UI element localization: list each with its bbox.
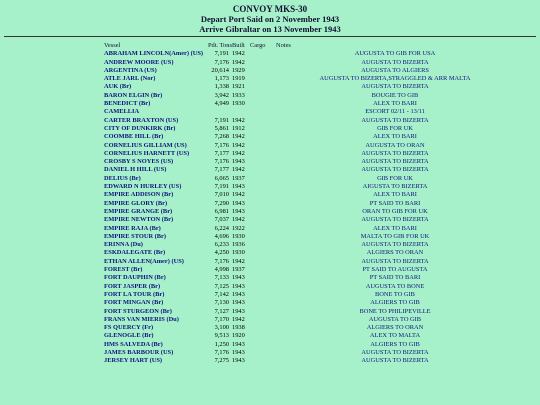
year-built: 1930 [232,232,245,240]
table-row [104,291,540,299]
voyage-notes: ORAN TO GIB FOR UK [362,207,428,215]
page-title: CONVOY MKS-30 [232,4,308,14]
year-built: 1943 [232,158,245,166]
tonnage: 20,614 [211,66,229,74]
voyage-notes: AUGUSTA TO BIZERTA [361,58,429,66]
table-row [104,166,540,174]
table-row [104,150,540,158]
table-row [104,83,540,91]
table-row [104,59,540,67]
vessel-name[interactable]: COOMBE HILL (Br) [104,133,164,141]
table-row [104,133,540,141]
tonnage: 7,133 [214,274,229,282]
year-built: 1937 [232,266,245,274]
vessel-name[interactable]: FORT STURGEON (Br) [104,307,172,315]
tonnage: 7,268 [214,133,229,141]
vessel-name[interactable]: FORT DAUPHIN (Br) [104,274,166,282]
table-row [104,357,540,365]
vessel-name[interactable]: JAMES BARBOUR (US) [104,348,174,356]
voyage-notes: AUGUSTA TO BIZERTA [361,216,429,224]
table-row [104,175,540,183]
vessel-name[interactable]: AUK (Br) [104,83,132,91]
voyage-notes: AUGUSTA TO BIZERTA [361,241,429,249]
tonnage: 7,010 [214,191,229,199]
voyage-notes: ALGIERS TO ORAN [366,324,424,332]
table-row [104,274,540,282]
table-row [104,158,540,166]
voyage-notes: AIGUSTA TO BIZERTA [362,183,428,191]
year-built: 1943 [232,207,245,215]
voyage-notes: PT SAID TO BARI [369,274,421,282]
table-row [104,117,540,125]
tonnage: 7,142 [214,290,229,298]
tonnage: 7,290 [214,199,229,207]
tonnage: 7,275 [214,357,229,365]
year-built: 1922 [232,224,245,232]
year-built: 1942 [232,315,245,323]
vessel-name[interactable]: CITY OF DUNKIRK (Br) [104,124,176,132]
vessel-name[interactable]: HMS SALVEDA (Br) [104,340,163,348]
vessel-name[interactable]: ETHAN ALLEN(Amer) (US) [104,257,184,265]
table-row [104,183,540,191]
year-built: 1943 [232,282,245,290]
table-row [104,241,540,249]
vessel-name[interactable]: EMPIRE STOUR (Br) [104,232,167,240]
voyage-notes: BONE TO GIB [375,290,415,298]
voyage-notes: ALGIERS TO GIB [370,340,420,348]
voyage-notes: MALTA TO GIB FOR UK [360,232,430,240]
vessel-name[interactable]: ANDREW MOORE (US) [104,58,174,66]
table-row [104,349,540,357]
vessel-name[interactable]: FS QUERCY (Fr) [104,324,154,332]
ship-table [104,42,540,366]
year-built: 1942 [232,58,245,66]
table-row [104,249,540,257]
year-built: 1943 [232,348,245,356]
voyage-notes: ALEX TO BARI [373,100,417,108]
tonnage: 1,338 [214,83,229,91]
table-row [104,50,540,58]
table-row [104,67,540,75]
convoy-header [0,0,540,34]
year-built: 1919 [232,75,245,83]
voyage-notes: GIB FOR UK [377,124,413,132]
year-built: 1930 [232,100,245,108]
year-built: 1943 [232,357,245,365]
voyage-notes: AUGUSTA TO ORAN [365,141,425,149]
tonnage: 7,127 [214,307,229,315]
tonnage: 7,176 [214,58,229,66]
voyage-notes: ALGIERS TO ORAN [366,249,424,257]
tonnage: 1,173 [214,75,229,83]
year-built: 1912 [232,124,245,132]
voyage-notes: ALEX TO MALTA [369,332,421,340]
table-row [104,125,540,133]
arrive-line: Arrive Gibraltar on 13 November 1943 [199,24,341,34]
voyage-notes: AUGUSTA TO BIZERTA [361,257,429,265]
table-row [104,142,540,150]
year-built: 1942 [232,141,245,149]
vessel-name[interactable]: CROSBY S NOYES (US) [104,158,174,166]
table-row [104,316,540,324]
year-built: 1942 [232,116,245,124]
table-row [104,200,540,208]
tonnage: 7,176 [214,348,229,356]
voyage-notes: AUGUSTA TO BIZERTA [361,149,429,157]
voyage-notes: ALEX TO BARI [373,133,417,141]
table-row [104,75,540,83]
table-row [104,308,540,316]
table-row [104,341,540,349]
voyage-notes: ALGIERS TO GIB [370,299,420,307]
tonnage: 7,176 [214,141,229,149]
table-row [104,283,540,291]
tonnage: 7,177 [214,166,229,174]
vessel-name[interactable]: FORT MINGAN (Br) [104,299,164,307]
year-built: 1943 [232,183,245,191]
tonnage: 7,176 [214,158,229,166]
table-row [104,266,540,274]
voyage-notes: GIB FOR UK [377,174,413,182]
column-header-cargo: Cargo [250,42,266,49]
voyage-notes: ALEX TO BARI [373,224,417,232]
vessel-name[interactable]: BENEDICT (Br) [104,100,151,108]
voyage-notes: AUGUSTA TO BIZERTA [361,116,429,124]
year-built: 1942 [232,257,245,265]
vessel-name[interactable]: ABRAHAM LINCOLN(Amer) (US) [104,50,204,58]
vessel-name[interactable]: GLENOGLE (Br) [104,332,154,340]
year-built: 1942 [232,133,245,141]
column-header-tons: Pdt. Tons [208,42,232,49]
tonnage: 3,942 [214,91,229,99]
year-built: 1942 [232,191,245,199]
year-built: 1943 [232,340,245,348]
voyage-notes: AUGUSTA TO BIZERTA [361,158,429,166]
tonnage: 5,861 [214,124,229,132]
table-row [104,299,540,307]
voyage-notes: ESCORT 02/11 - 13/11 [365,108,425,116]
vessel-name[interactable]: BARON ELGIN (Br) [104,91,163,99]
column-header-notes: Notes [276,42,291,49]
vessel-name[interactable]: EMPIRE ADDISON (Br) [104,191,174,199]
vessel-name[interactable]: JERSEY HART (US) [104,357,163,365]
year-built: 1920 [232,332,245,340]
voyage-notes: BONE TO PHILIPEVILLE [359,307,431,315]
year-built: 1930 [232,249,245,257]
year-built: 1937 [232,174,245,182]
voyage-notes: AUGUSTA TO BONE [365,282,425,290]
vessel-name[interactable]: ERINNA (Du) [104,241,143,249]
voyage-notes: BOUGIE TO GIB [371,91,419,99]
tonnage: 1,250 [214,340,229,348]
tonnage: 4,250 [214,249,229,257]
year-built: 1929 [232,66,245,74]
vessel-name[interactable]: ARGENTINA (US) [104,66,157,74]
voyage-notes: PT SAID TO BARI [369,199,421,207]
vessel-name[interactable]: FOREST (Br) [104,266,143,274]
table-row [104,191,540,199]
tonnage: 7,176 [214,257,229,265]
table-row [104,332,540,340]
year-built: 1943 [232,307,245,315]
table-row [104,100,540,108]
table-row [104,258,540,266]
vessel-name[interactable]: EMPIRE RAJA (Br) [104,224,161,232]
vessel-name[interactable]: ATLE JARL (Nor) [104,75,156,83]
year-built: 1938 [232,324,245,332]
year-built: 1921 [232,83,245,91]
vessel-name[interactable]: FORT LA TOUR (Br) [104,290,165,298]
vessel-name[interactable]: EMPIRE NEWTON (Br) [104,216,174,224]
tonnage: 7,170 [214,315,229,323]
voyage-notes: ALEX TO BARI [373,191,417,199]
vessel-name[interactable]: EMPIRE GLORY (Br) [104,199,168,207]
vessel-name[interactable]: CORNELIUS GILLIAM (US) [104,141,187,149]
voyage-notes: AUGUSTA TO BIZERTA [361,83,429,91]
tonnage: 6,233 [214,241,229,249]
tonnage: 9,513 [214,332,229,340]
year-built: 1942 [232,50,245,58]
voyage-notes: AUGUSTA TO GIB [368,315,422,323]
vessel-name[interactable]: FORT JASPER (Br) [104,282,161,290]
depart-line: Depart Port Said on 2 November 1943 [200,14,340,24]
voyage-notes: AUGUSTA TO BIZERTA [361,357,429,365]
voyage-notes: AUGUSTA TO BIZERTA [361,166,429,174]
vessel-name[interactable]: FRANS VAN MIERIS (Du) [104,315,179,323]
tonnage: 7,037 [214,216,229,224]
tonnage: 3,100 [214,324,229,332]
table-row [104,225,540,233]
tonnage: 7,191 [214,50,229,58]
tonnage: 7,191 [214,183,229,191]
vessel-name[interactable]: EDWARD N HURLEY (US) [104,183,182,191]
vessel-name[interactable]: CARTER BRAXTON (US) [104,116,179,124]
table-row [104,92,540,100]
tonnage: 7,191 [214,116,229,124]
vessel-name[interactable]: ESKDALEGATE (Br) [104,249,166,257]
year-built: 1942 [232,216,245,224]
table-row [104,216,540,224]
table-row [104,108,540,116]
year-built: 1943 [232,199,245,207]
voyage-notes: AUGUSTA TO BIZERTA [361,348,429,356]
tonnage: 6,065 [214,174,229,182]
table-row [104,233,540,241]
tonnage: 4,998 [214,266,229,274]
voyage-notes: AUGUSTA TO GIB FOR USA [354,50,436,58]
column-header-built: Built [232,42,245,49]
year-built: 1942 [232,166,245,174]
year-built: 1933 [232,91,245,99]
voyage-notes: AUGUSTA TO BIZERTA,STRAGGLED & ARR MALTA [319,75,471,83]
year-built: 1943 [232,290,245,298]
header-divider [4,36,536,37]
year-built: 1936 [232,241,245,249]
table-row [104,324,540,332]
table-row [104,208,540,216]
tonnage: 6,224 [214,224,229,232]
tonnage: 4,949 [214,100,229,108]
tonnage: 7,177 [214,149,229,157]
vessel-name[interactable]: CORNELIUS HARNETT (US) [104,149,190,157]
column-header-vessel: Vessel [104,42,121,49]
tonnage: 6,981 [214,207,229,215]
voyage-notes: AUGUSTA TO ALGIERS [361,66,429,74]
tonnage: 4,696 [214,232,229,240]
year-built: 1943 [232,299,245,307]
vessel-name[interactable]: DELIUS (Br) [104,174,141,182]
vessel-name[interactable]: EMPIRE GRANGE (Br) [104,207,173,215]
vessel-name[interactable]: CAMELLIA [104,108,140,116]
vessel-name[interactable]: DANIEL H HILL (US) [104,166,167,174]
tonnage: 7,125 [214,282,229,290]
tonnage: 7,130 [214,299,229,307]
voyage-notes: PT SAID TO AUGUSTA [362,266,428,274]
year-built: 1943 [232,274,245,282]
table-header-row [104,42,540,50]
year-built: 1942 [232,149,245,157]
